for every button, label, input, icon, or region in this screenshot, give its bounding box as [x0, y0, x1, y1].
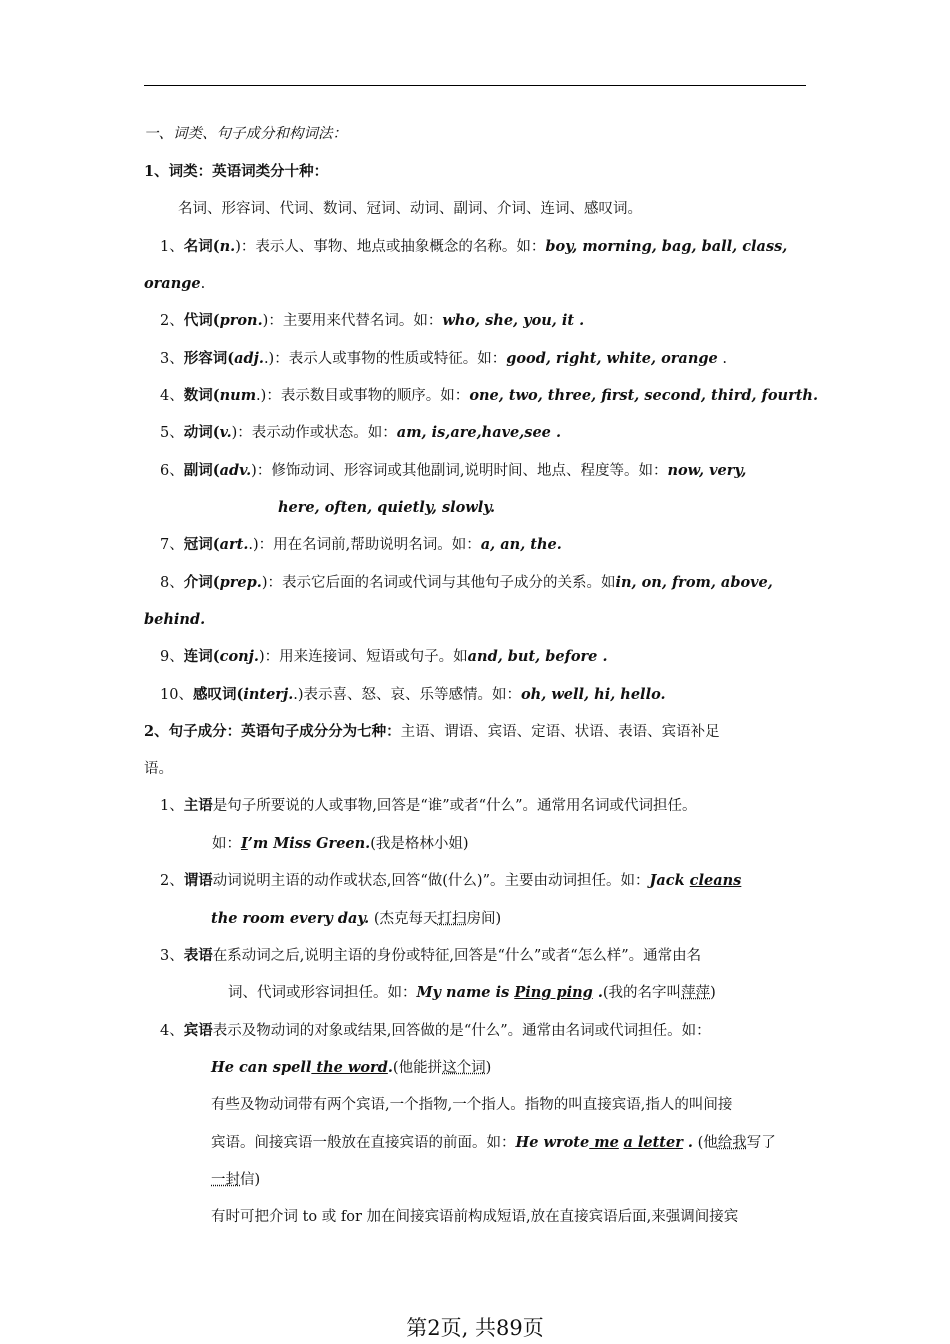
object-definition: 4、宾语表示及物动词的对象或结果,回答做的是“什么”。通常由名词或代词担任。如： [160, 1022, 711, 1039]
word-class-conjunction: 9、连词(conj.)：用来连接词、短语或句子。如and, but, before . [160, 648, 608, 665]
part1-heading: 1、词类：英语词类分十种： [144, 163, 329, 180]
word-class-interjection: 10、感叹词(interj..)表示喜、怒、哀、乐等感情。如：oh, well, hi, hello. [160, 686, 666, 703]
predicate-definition: 2、谓语动词说明主语的动作或状态,回答“做(什么)”。主要由动词担任。如：Jack cleans [160, 872, 742, 889]
word-class-preposition-cont: behind. [144, 611, 206, 628]
header-rule [144, 85, 806, 86]
section-title: 一、词类、句子成分和构词法： [144, 126, 347, 142]
word-class-preposition: 8、介词(prep.)：表示它后面的名词或代词与其他句子成分的关系。如in, on, from, above, [160, 574, 773, 591]
page-footer: 第2页, 共89页 [406, 1316, 544, 1340]
word-class-article: 7、冠词(art..)：用在名词前,帮助说明名词。如：a, an, the. [160, 536, 562, 553]
word-class-numeral: 4、数词(num.)：表示数目或事物的顺序。如：one, two, three, first, second, third, fourth. [160, 387, 819, 404]
part1-intro: 名词、形容词、代词、数词、冠词、动词、副词、介词、连词、感叹词。 [178, 201, 642, 217]
part2-heading: 2、句子成分：英语句子成分分为七种：主语、谓语、宾语、定语、状语、表语、宾语补足 [144, 723, 720, 740]
word-class-noun: 1、名词(n.)：表示人、事物、地点或抽象概念的名称。如：boy, morning, bag, ball, class, [160, 238, 788, 255]
object-example: He can spell the word.(他能拼这个词) [211, 1059, 492, 1076]
predicative-definition: 3、表语在系动词之后,说明主语的身份或特征,回答是“什么”或者“怎么样”。通常由名 [160, 947, 702, 964]
predicate-example: the room every day. (杰克每天打扫房间) [211, 910, 502, 927]
word-class-adverb: 6、副词(adv.)：修饰动词、形容词或其他副词,说明时间、地点、程度等。如：now, very, [160, 462, 747, 479]
object-note-2: 宾语。间接宾语一般放在直接宾语的前面。如：He wrote me a letter . (他给我写了 [211, 1134, 776, 1151]
object-note-1: 有些及物动词带有两个宾语,一个指物,一个指人。指物的叫直接宾语,指人的叫间接 [211, 1097, 733, 1113]
part2-heading-cont: 语。 [144, 761, 173, 777]
subject-example: 如：I’m Miss Green.(我是格林小姐) [212, 835, 469, 852]
subject-definition: 1、主语是句子所要说的人或事物,回答是“谁”或者“什么”。通常用名词或代词担任。 [160, 797, 697, 814]
object-note-4: 有时可把介词 to 或 for 加在间接宾语前构成短语,放在直接宾语后面,来强调间接宾 [211, 1209, 739, 1225]
word-class-noun-cont: orange. [144, 275, 206, 292]
object-note-3: 一封信) [211, 1172, 261, 1188]
word-class-adverb-cont: here, often, quietly, slowly. [278, 499, 496, 516]
word-class-adjective: 3、形容词(adj..)：表示人或事物的性质或特征。如：good, right, white, orange . [160, 350, 727, 367]
word-class-verb: 5、动词(v.)：表示动作或状态。如：am, is,are,have,see . [160, 424, 562, 441]
word-class-pronoun: 2、代词(pron.)：主要用来代替名词。如：who, she, you, it . [160, 312, 585, 329]
predicative-example: 词、代词或形容词担任。如：My name is Ping ping .(我的名字叫萍萍) [228, 984, 716, 1001]
